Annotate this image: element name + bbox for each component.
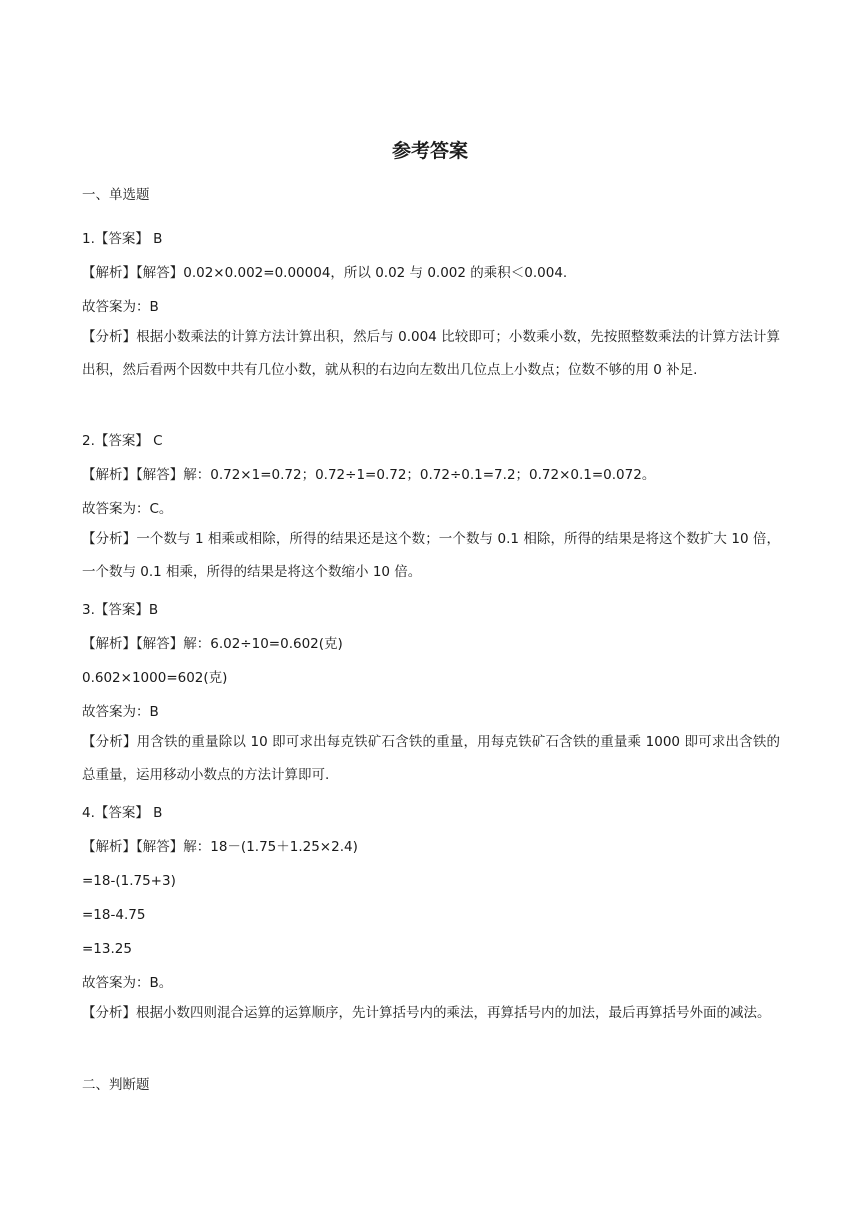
q4-solution: 【解析】【解答】解：18－(1.75＋1.25×2.4) — [82, 839, 358, 855]
q2-final-answer: 故答案为：C。 — [82, 501, 173, 517]
q3-final-answer: 故答案为：B — [82, 704, 159, 720]
q1-solution: 【解析】【解答】0.02×0.002=0.00004，所以 0.02 与 0.002 的乘积＜0.004. — [82, 265, 568, 281]
q1-final-answer: 故答案为：B — [82, 299, 159, 315]
q1-answer: 1.【答案】 B — [82, 231, 163, 247]
q4-calculation-step-1: =18-(1.75+3) — [82, 873, 176, 889]
q2-analysis: 【分析】一个数与 1 相乘或相除，所得的结果还是这个数；一个数与 0.1 相除，所得的结果是将这个数扩大 10 倍，一个数与 0.1 相乘，所得的结果是将这个数缩小 10 倍。 — [82, 531, 780, 580]
section-heading-true-false: 二、判断题 — [82, 1077, 150, 1093]
q4-answer: 4.【答案】 B — [82, 805, 163, 821]
q4-calculation-step-3: =13.25 — [82, 941, 132, 957]
q3-calculation-step: 0.602×1000=602(克) — [82, 670, 228, 686]
q3-answer: 3.【答案】B — [82, 602, 159, 618]
q4-analysis: 【分析】根据小数四则混合运算的运算顺序，先计算括号内的乘法，再算括号内的加法，最后再算括号外面的减法。 — [82, 1005, 771, 1021]
q4-final-answer: 故答案为：B。 — [82, 975, 173, 991]
page-title: 参考答案 — [391, 140, 468, 162]
q3-analysis: 【分析】用含铁的重量除以 10 即可求出每克铁矿石含铁的重量，用每克铁矿石含铁的重量乘 1000 即可求出含铁的总重量，运用移动小数点的方法计算即可. — [82, 734, 780, 783]
section-heading-single-choice: 一、单选题 — [82, 187, 150, 203]
q4-calculation-step-2: =18-4.75 — [82, 907, 146, 923]
q2-solution: 【解析】【解答】解：0.72×1=0.72；0.72÷1=0.72；0.72÷0.1=7.2；0.72×0.1=0.072。 — [82, 467, 656, 483]
q3-solution: 【解析】【解答】解：6.02÷10=0.602(克) — [82, 636, 343, 652]
q2-answer: 2.【答案】 C — [82, 433, 163, 449]
q1-analysis: 【分析】根据小数乘法的计算方法计算出积，然后与 0.004 比较即可；小数乘小数，先按照整数乘法的计算方法计算出积，然后看两个因数中共有几位小数，就从积的右边向左数出几位点上小数点；位数不够的用 0 补足. — [82, 329, 780, 378]
